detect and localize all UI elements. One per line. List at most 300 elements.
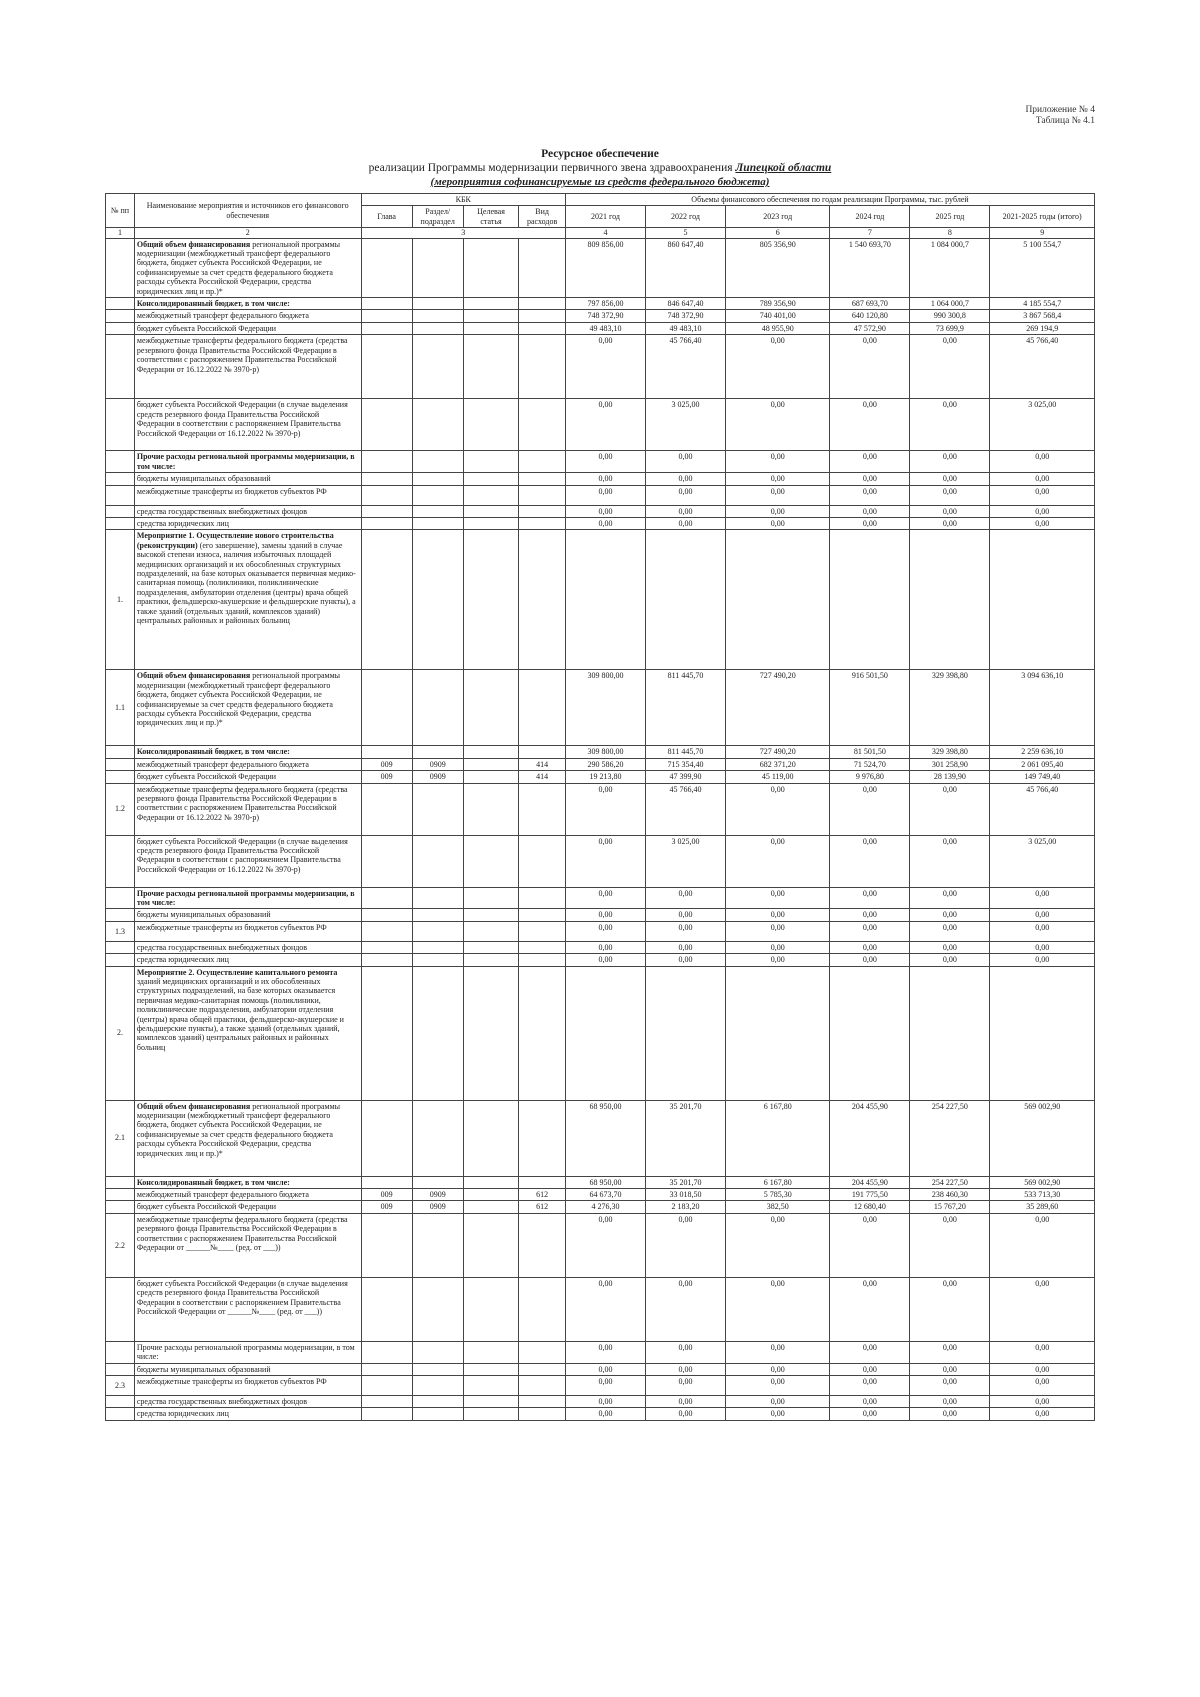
kbk-razdel [412,485,463,505]
kbk-vid: 612 [519,1201,566,1213]
value-total [990,966,1095,1100]
value-2025: 301 258,90 [910,758,990,770]
value-2025: 0,00 [910,954,990,966]
value-2022 [645,530,725,670]
kbk-celevaya [463,238,519,297]
value-2023: 6 167,80 [725,1100,829,1176]
value-2025: 0,00 [910,517,990,529]
value-total: 0,00 [990,909,1095,921]
row-name: бюджеты муниципальных образований [134,473,361,485]
kbk-celevaya [463,941,519,953]
kbk-celevaya [463,322,519,334]
row-name: средства юридических лиц [134,1408,361,1420]
value-2023: 0,00 [725,921,829,941]
row-number [106,1188,135,1200]
value-2021: 68 950,00 [565,1100,645,1176]
value-2024: 0,00 [830,517,910,529]
value-2022: 0,00 [645,887,725,909]
kbk-celevaya [463,783,519,835]
value-2023: 0,00 [725,1396,829,1408]
kbk-vid [519,335,566,399]
value-2023 [725,966,829,1100]
kbk-razdel [412,1341,463,1363]
value-2021: 49 483,10 [565,322,645,334]
row-name-bold: Мероприятие 2. Осуществление капитального ремонта [136,967,338,977]
value-2021: 309 800,00 [565,746,645,758]
column-number: 2 [134,228,361,238]
value-2025: 0,00 [910,473,990,485]
kbk-razdel [412,238,463,297]
kbk-vid [519,1363,566,1375]
row-number [106,1408,135,1420]
document-subtitle [105,161,1095,175]
kbk-razdel: 0909 [412,758,463,770]
value-total: 0,00 [990,941,1095,953]
row-name: средства юридических лиц [134,954,361,966]
value-2021 [565,966,645,1100]
value-2024: 47 572,90 [830,322,910,334]
resource-table [105,193,1095,1421]
kbk-glava [361,1277,412,1341]
kbk-celevaya [463,1277,519,1341]
row-name: бюджет субъекта Российской Федерации [134,322,361,334]
kbk-celevaya [463,1376,519,1396]
row-number [106,322,135,334]
value-2025: 0,00 [910,505,990,517]
value-2021: 0,00 [565,1396,645,1408]
kbk-razdel [412,298,463,310]
value-2025: 1 084 000,7 [910,238,990,297]
value-2025: 0,00 [910,835,990,887]
table-row [106,921,1095,941]
value-total: 0,00 [990,451,1095,473]
value-2024: 916 501,50 [830,670,910,746]
row-number: 2.1 [106,1100,135,1176]
value-2024: 204 455,90 [830,1176,910,1188]
column-number-row [106,228,1095,238]
kbk-razdel [412,1277,463,1341]
table-row [106,1201,1095,1213]
kbk-celevaya [463,1408,519,1420]
value-2025: 0,00 [910,399,990,451]
row-name-rest: (его завершение), замены зданий в случае высокой степени износа, наличия избыточных площадей медицинских организаций и их обособленных структурных подразделений, на базе которых оказывается первичная медико-санитарная помощь (поликлиники, поликлинические подразделения, амбулатории отделения (центры) врача общей практики, фельдшерско-акушерские и фельдшерские пункты), а также зданий (отдельных зданий, комплексов зданий) центральных районных и районных больниц [136,540,356,625]
col-num-header: № пп [106,194,135,228]
value-2024: 71 524,70 [830,758,910,770]
table-row [106,1408,1095,1420]
kbk-glava: 009 [361,771,412,783]
table-row [106,238,1095,297]
row-number [106,485,135,505]
value-2022: 0,00 [645,1408,725,1420]
value-total: 0,00 [990,887,1095,909]
kbk-razdel [412,670,463,746]
column-number: 6 [725,228,829,238]
value-total: 45 766,40 [990,335,1095,399]
table-row [106,1363,1095,1375]
row-number: 2. [106,966,135,1100]
value-2022: 0,00 [645,485,725,505]
value-2023: 0,00 [725,485,829,505]
kbk-celevaya [463,1363,519,1375]
kbk-vid [519,909,566,921]
kbk-celevaya [463,530,519,670]
value-2021: 64 673,70 [565,1188,645,1200]
kbk-glava [361,670,412,746]
row-name: средства государственных внебюджетных фондов [134,1396,361,1408]
kbk-vid [519,1396,566,1408]
column-number: 9 [990,228,1095,238]
kbk-razdel [412,835,463,887]
row-name: бюджеты муниципальных образований [134,1363,361,1375]
kbk-vid [519,746,566,758]
value-2022: 0,00 [645,1341,725,1363]
row-number: 2.3 [106,1376,135,1396]
kbk-celevaya [463,758,519,770]
table-row [106,1396,1095,1408]
value-2025: 0,00 [910,941,990,953]
value-2021: 0,00 [565,1376,645,1396]
value-2025: 73 699,9 [910,322,990,334]
kbk-glava [361,1408,412,1420]
row-name-bold: Общий объем финансирования [136,239,251,249]
table-row [106,771,1095,783]
row-name: бюджет субъекта Российской Федерации (в случае выделения средств резервного фонда Правительства Российской Федерации в соответствии с распоряжением Правительства Российской Федерации от 16.12.2022 № 3970-р) [134,835,361,887]
value-2022: 0,00 [645,1277,725,1341]
col-glava-header: Глава [361,206,412,228]
table-row [106,505,1095,517]
value-2025: 0,00 [910,1213,990,1277]
kbk-razdel [412,954,463,966]
kbk-celevaya [463,1100,519,1176]
value-2024 [830,530,910,670]
value-2023: 382,50 [725,1201,829,1213]
kbk-glava [361,909,412,921]
kbk-razdel [412,517,463,529]
value-2022: 0,00 [645,909,725,921]
table-row [106,1277,1095,1341]
value-2021: 19 213,80 [565,771,645,783]
row-number [106,1341,135,1363]
value-2024 [830,966,910,1100]
value-2024: 687 693,70 [830,298,910,310]
kbk-vid [519,1376,566,1396]
kbk-vid: 414 [519,771,566,783]
value-2021: 290 586,20 [565,758,645,770]
kbk-glava [361,505,412,517]
value-2023: 0,00 [725,941,829,953]
row-name: межбюджетные трансферты федерального бюджета (средства резервного фонда Правительства Российской Федерации в соответствии с распоряжением Правительства Российской Федерации от 16.12.2022 № 3970-р) [134,783,361,835]
value-2023: 0,00 [725,473,829,485]
value-2024: 1 540 693,70 [830,238,910,297]
value-2023 [725,530,829,670]
kbk-celevaya [463,835,519,887]
kbk-razdel [412,399,463,451]
kbk-vid [519,670,566,746]
kbk-glava [361,335,412,399]
kbk-vid [519,399,566,451]
value-2022: 45 766,40 [645,335,725,399]
row-number [106,1277,135,1341]
kbk-celevaya [463,399,519,451]
value-2022: 0,00 [645,1376,725,1396]
value-total: 0,00 [990,1341,1095,1363]
column-number: 7 [830,228,910,238]
value-2024: 9 976,80 [830,771,910,783]
value-total: 0,00 [990,1213,1095,1277]
value-2023: 0,00 [725,1213,829,1277]
kbk-glava [361,1341,412,1363]
value-2021: 0,00 [565,451,645,473]
document-title: Ресурсное обеспечение [541,148,659,160]
row-number [106,238,135,297]
row-number [106,1176,135,1188]
kbk-vid [519,451,566,473]
value-2024: 0,00 [830,1277,910,1341]
column-number: 1 [106,228,135,238]
kbk-celevaya [463,887,519,909]
row-name: бюджет субъекта Российской Федерации (в случае выделения средств резервного фонда Правительства Российской Федерации в соответствии с распоряжением Правительства Российской Федерации от ______№____ (ред. от ___)) [134,1277,361,1341]
kbk-celevaya [463,1396,519,1408]
row-name-rest: региональной программы модернизации (межбюджетный трансферт федерального бюджета, бюджет субъекта Российской Федерации, не софинансируемые за счет средств федерального бюджета расходы субъекта Российской Федерации, средства юридических лиц и пр.)* [136,1101,341,1158]
value-2025: 0,00 [910,1341,990,1363]
value-2023: 0,00 [725,517,829,529]
kbk-glava [361,921,412,941]
value-2022: 0,00 [645,941,725,953]
kbk-glava [361,1100,412,1176]
value-2021: 0,00 [565,335,645,399]
value-2022: 3 025,00 [645,399,725,451]
kbk-celevaya [463,966,519,1100]
kbk-celevaya [463,485,519,505]
value-2023: 0,00 [725,835,829,887]
row-name: бюджет субъекта Российской Федерации [134,771,361,783]
value-total: 5 100 554,7 [990,238,1095,297]
value-2025: 28 139,90 [910,771,990,783]
value-2025 [910,530,990,670]
kbk-glava [361,1363,412,1375]
col-2021-header: 2021 год [565,206,645,228]
value-2021: 0,00 [565,941,645,953]
row-name: бюджет субъекта Российской Федерации (в случае выделения средств резервного фонда Правительства Российской Федерации в соответствии с распоряжением Правительства Российской Федерации от 16.12.2022 № 3970-р) [134,399,361,451]
value-2025: 0,00 [910,1376,990,1396]
table-row [106,966,1095,1100]
value-2023: 0,00 [725,505,829,517]
kbk-glava [361,1176,412,1188]
kbk-razdel [412,473,463,485]
kbk-vid [519,310,566,322]
value-total: 3 094 636,10 [990,670,1095,746]
row-number [106,954,135,966]
table-row [106,1176,1095,1188]
value-2023: 0,00 [725,954,829,966]
value-2022: 0,00 [645,451,725,473]
value-2023: 0,00 [725,335,829,399]
value-2022: 748 372,90 [645,310,725,322]
row-name: межбюджетные трансферты федерального бюджета (средства резервного фонда Правительства Российской Федерации в соответствии с распоряжением Правительства Российской Федерации от 16.12.2022 № 3970-р) [134,335,361,399]
kbk-vid [519,517,566,529]
kbk-celevaya [463,921,519,941]
kbk-razdel [412,941,463,953]
kbk-glava [361,1213,412,1277]
value-2025: 0,00 [910,1277,990,1341]
value-2022: 0,00 [645,921,725,941]
kbk-vid: 414 [519,758,566,770]
col-celevaya-header: Целевая статья [463,206,519,228]
value-2025 [910,966,990,1100]
value-2023: 0,00 [725,1277,829,1341]
col-razdel-header: Раздел/ подраздел [412,206,463,228]
kbk-glava [361,485,412,505]
value-2022: 0,00 [645,1396,725,1408]
table-number: Таблица № 4.1 [1035,116,1095,126]
col-2024-header: 2024 год [830,206,910,228]
kbk-glava [361,954,412,966]
value-2024: 81 501,50 [830,746,910,758]
value-2024: 0,00 [830,1341,910,1363]
kbk-razdel [412,451,463,473]
value-2022: 3 025,00 [645,835,725,887]
value-2022: 0,00 [645,1213,725,1277]
row-name-rest: региональной программы модернизации (межбюджетный трансферт федерального бюджета, бюджет субъекта Российской Федерации, не софинансируемые за счет средств федерального бюджета расходы субъекта Российской Федерации, средства юридических лиц и пр.)* [136,671,341,728]
kbk-celevaya [463,746,519,758]
value-2024: 0,00 [830,451,910,473]
row-name [134,530,361,670]
value-2024: 0,00 [830,473,910,485]
value-total: 0,00 [990,1376,1095,1396]
row-number [106,835,135,887]
table-row [106,670,1095,746]
kbk-celevaya [463,451,519,473]
value-2021: 0,00 [565,473,645,485]
table-row [106,473,1095,485]
document-sheet [105,105,1095,1421]
row-number [106,1396,135,1408]
row-number [106,746,135,758]
kbk-razdel [412,530,463,670]
kbk-razdel [412,1213,463,1277]
kbk-celevaya [463,670,519,746]
kbk-glava: 009 [361,1201,412,1213]
table-row [106,517,1095,529]
row-name: межбюджетный трансферт федерального бюджета [134,1188,361,1200]
table-row [106,1376,1095,1396]
kbk-razdel [412,909,463,921]
value-total: 269 194,9 [990,322,1095,334]
value-2025: 0,00 [910,335,990,399]
row-name [134,887,361,909]
value-2023: 0,00 [725,399,829,451]
kbk-razdel [412,310,463,322]
value-2024: 204 455,90 [830,1100,910,1176]
kbk-glava [361,238,412,297]
value-2022: 47 399,90 [645,771,725,783]
value-2022: 0,00 [645,473,725,485]
value-2022: 811 445,70 [645,670,725,746]
kbk-glava: 009 [361,1188,412,1200]
value-2025: 1 064 000,7 [910,298,990,310]
row-name: межбюджетные трансферты из бюджетов субъектов РФ [134,1376,361,1396]
row-number [106,473,135,485]
kbk-razdel [412,1176,463,1188]
row-name: межбюджетный трансферт федерального бюджета [134,310,361,322]
value-2025: 0,00 [910,451,990,473]
value-2022 [645,966,725,1100]
kbk-razdel [412,505,463,517]
kbk-razdel: 0909 [412,1201,463,1213]
kbk-vid [519,1100,566,1176]
value-2024: 0,00 [830,954,910,966]
value-total: 0,00 [990,517,1095,529]
table-row [106,783,1095,835]
kbk-glava [361,835,412,887]
row-name: межбюджетные трансферты из бюджетов субъектов РФ [134,921,361,941]
value-2024: 0,00 [830,1376,910,1396]
value-2021: 809 856,00 [565,238,645,297]
value-total: 533 713,30 [990,1188,1095,1200]
value-2025: 329 398,80 [910,746,990,758]
value-2023: 0,00 [725,909,829,921]
kbk-vid [519,238,566,297]
row-name [134,298,361,310]
kbk-glava: 009 [361,758,412,770]
column-number: 8 [910,228,990,238]
value-2021: 797 856,00 [565,298,645,310]
row-name-bold: Прочие расходы региональной программы модернизации, в том числе: [136,452,355,471]
row-number [106,310,135,322]
row-name-bold: Прочие расходы региональной программы модернизации, в том числе: [136,888,355,907]
value-total: 45 766,40 [990,783,1095,835]
kbk-vid [519,322,566,334]
row-number: 1. [106,530,135,670]
value-2021: 0,00 [565,505,645,517]
kbk-razdel: 0909 [412,771,463,783]
table-row [106,954,1095,966]
kbk-vid [519,941,566,953]
value-2021: 0,00 [565,1341,645,1363]
table-row [106,1188,1095,1200]
col-total-header: 2021-2025 годы (итого) [990,206,1095,228]
value-2021: 0,00 [565,909,645,921]
kbk-razdel [412,322,463,334]
value-2022: 49 483,10 [645,322,725,334]
document-subtitle-note: (мероприятия софинансируемые из средств федерального бюджета) [430,176,770,188]
value-2022: 2 183,20 [645,1201,725,1213]
kbk-glava [361,887,412,909]
value-2021: 0,00 [565,517,645,529]
value-2021: 4 276,30 [565,1201,645,1213]
value-2022: 35 201,70 [645,1176,725,1188]
value-2024: 0,00 [830,505,910,517]
table-row [106,1213,1095,1277]
kbk-glava [361,783,412,835]
value-2022: 846 647,40 [645,298,725,310]
value-2023: 805 356,90 [725,238,829,297]
value-2024: 0,00 [830,1363,910,1375]
kbk-celevaya [463,505,519,517]
kbk-glava [361,399,412,451]
value-total: 569 002,90 [990,1176,1095,1188]
kbk-glava [361,941,412,953]
kbk-razdel [412,746,463,758]
value-2024: 0,00 [830,1408,910,1420]
row-name [134,451,361,473]
kbk-vid [519,505,566,517]
value-total: 2 259 636,10 [990,746,1095,758]
value-2023: 45 119,00 [725,771,829,783]
table-row [106,530,1095,670]
value-2023: 0,00 [725,887,829,909]
value-total: 2 061 095,40 [990,758,1095,770]
